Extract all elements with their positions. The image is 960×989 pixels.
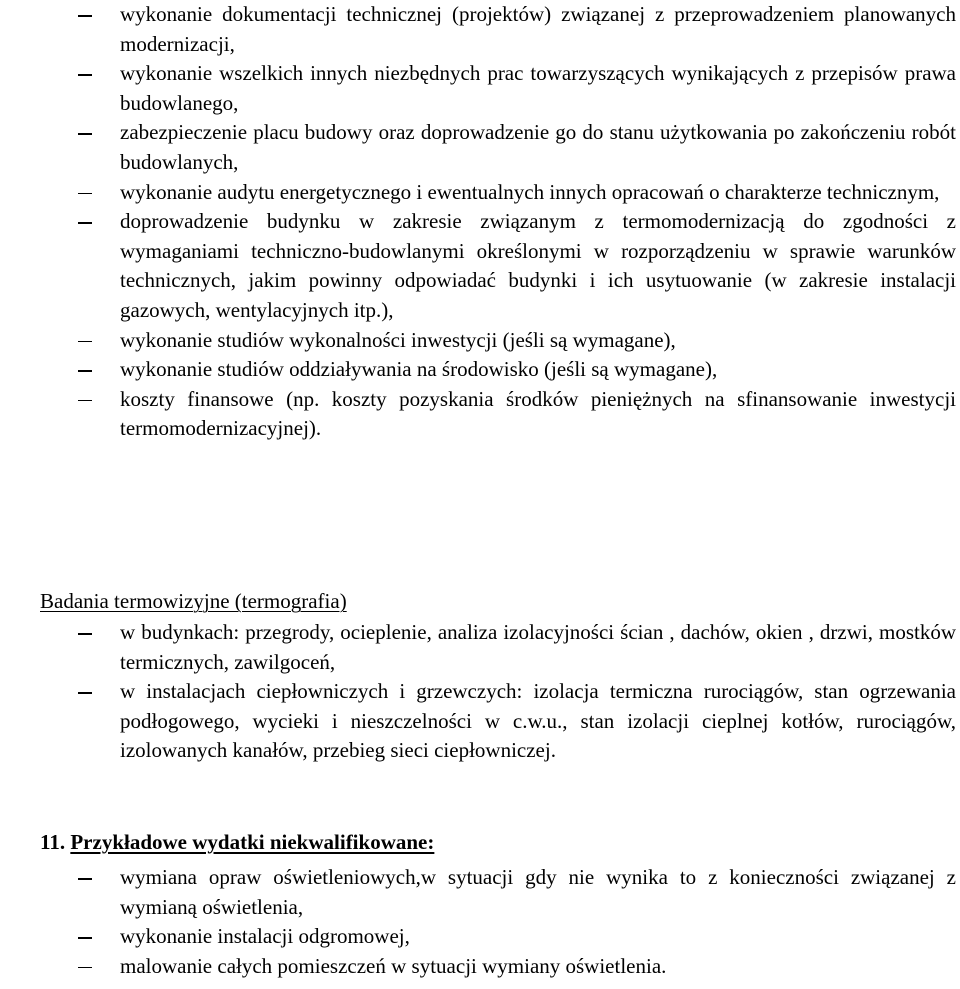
section-heading-thermography: Badania termowizyjne (termografia) <box>40 589 347 613</box>
dash-bullet <box>78 692 92 694</box>
eligible-costs-list <box>0 0 960 444</box>
list-item-text: wykonanie studiów oddziaływania na środowisko (jeśli są wymagane), <box>120 357 718 382</box>
dash-bullet <box>78 222 92 224</box>
list-item <box>0 0 960 59</box>
section-number: 11. <box>40 830 66 854</box>
list-item-text: wykonanie instalacji odgromowej, <box>120 924 410 949</box>
dash-bullet <box>78 193 92 195</box>
thermography-list <box>0 618 960 766</box>
list-item-text: wykonanie wszelkich innych niezbędnych prac towarzyszących wynikających z przepisów prawa budowlanego, <box>120 61 956 115</box>
dash-bullet <box>78 937 92 939</box>
dash-bullet <box>78 370 92 372</box>
list-item-text: w budynkach: przegrody, ocieplenie, analiza izolacyjności ścian , dachów, okien , drzwi, mostków termicznych, zawilgoceń, <box>120 620 956 674</box>
dash-bullet <box>78 967 92 969</box>
list-item-text: koszty finansowe (np. koszty pozyskania środków pieniężnych na sfinansowanie inwestycji termomodernizacyjnej). <box>120 386 956 441</box>
list-item-text: doprowadzenie budynku w zakresie związanym z termomodernizacją do zgodności z wymaganiami techniczno-budowlanymi określonymi w rozporządzeniu w sprawie warunków technicznych, jakim powinny odpowiadać budynki i ich usytuowanie (w zakresie instalacji gazowych, wentylacyjnych itp.), <box>120 209 956 322</box>
dash-bullet <box>78 878 92 880</box>
list-item <box>0 863 960 922</box>
dash-bullet <box>78 74 92 76</box>
section-heading-non-eligible <box>40 828 434 858</box>
list-item <box>0 677 960 766</box>
list-item <box>0 618 960 677</box>
list-item-text: wykonanie studiów wykonalności inwestycji (jeśli są wymagane), <box>120 327 676 352</box>
list-item <box>0 178 960 208</box>
list-item <box>0 355 960 385</box>
list-item-text: w instalacjach ciepłowniczych i grzewczych: izolacja termiczna rurociągów, stan ogrzewania podłogowego, wycieki i nieszczelności w c.w.u., stan izolacji cieplnej kotłów, rurociągów, izolowanych kanałów, przebieg sieci ciepłowniczej. <box>120 679 956 763</box>
list-item <box>0 118 960 177</box>
dash-bullet <box>78 633 92 635</box>
list-item-text: wykonanie dokumentacji technicznej (projektów) związanej z przeprowadzeniem planowanych modernizacji, <box>120 2 956 56</box>
dash-bullet <box>78 133 92 135</box>
list-item <box>0 59 960 118</box>
section-title: Przykładowe wydatki niekwalifikowane: <box>70 830 435 854</box>
dash-bullet <box>78 15 92 17</box>
list-item <box>0 922 960 952</box>
list-item-text: wymiana opraw oświetleniowych,w sytuacji gdy nie wynika to z konieczności związanej z wymianą oświetlenia, <box>120 865 956 919</box>
dash-bullet <box>78 341 92 343</box>
list-item-text: wykonanie audytu energetycznego i ewentualnych innych opracowań o charakterze technicznym, <box>120 179 940 204</box>
list-item <box>0 385 960 444</box>
list-item <box>0 326 960 356</box>
dash-bullet <box>78 400 92 402</box>
list-item <box>0 207 960 325</box>
non-eligible-costs-list <box>0 863 960 981</box>
list-item <box>0 952 960 982</box>
list-item-text: zabezpieczenie placu budowy oraz doprowadzenie go do stanu użytkowania po zakończeniu robót budowlanych, <box>120 120 956 174</box>
list-item-text: malowanie całych pomieszczeń w sytuacji wymiany oświetlenia. <box>120 953 667 978</box>
